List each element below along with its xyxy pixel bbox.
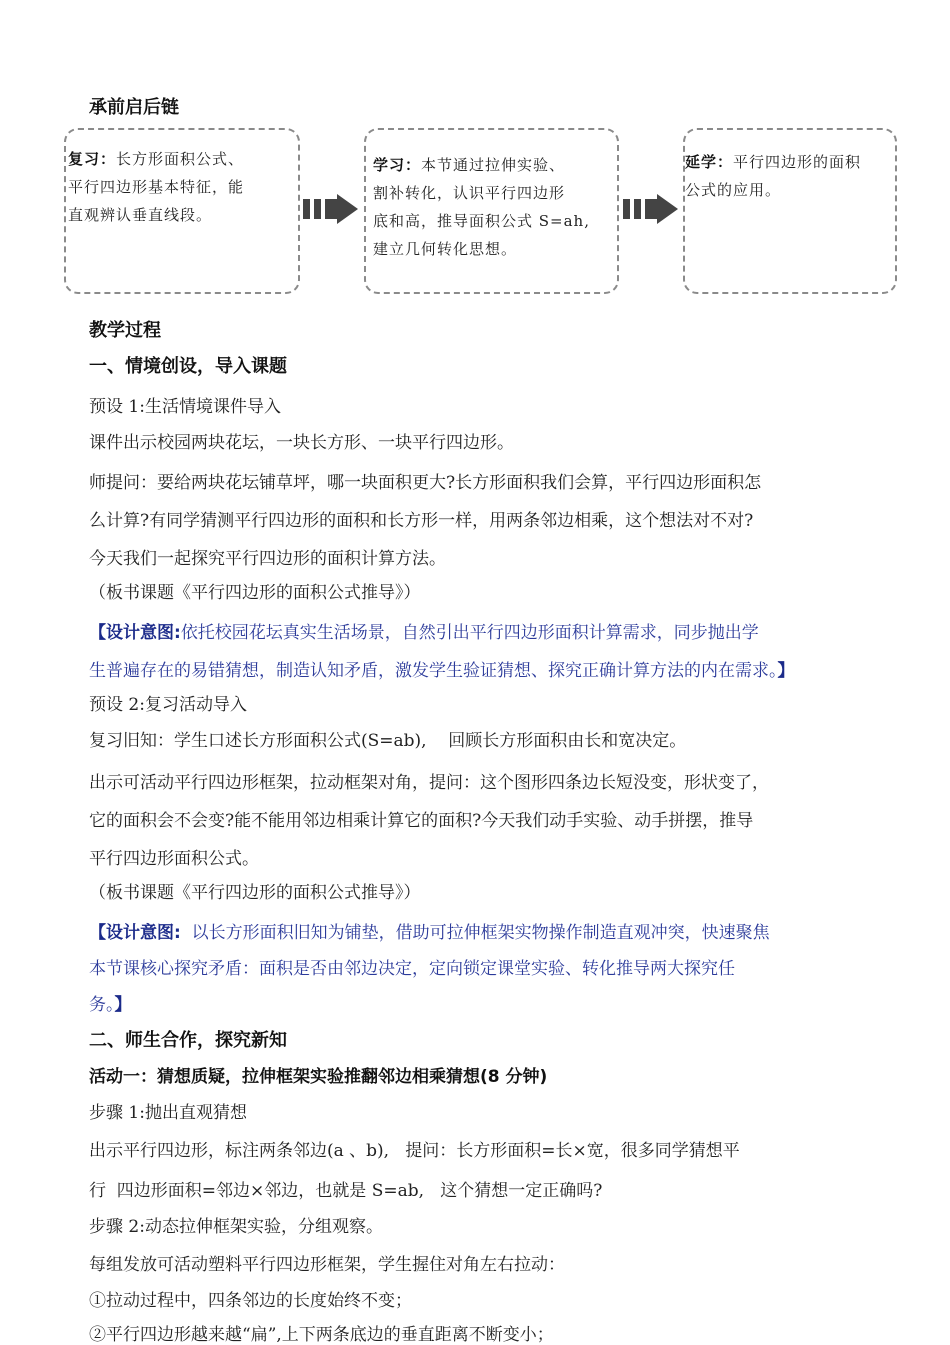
- paragraph-line: 么计算?有同学猜测平行四边形的面积和长方形一样，用两条邻边相乘，这个想法对不对?: [89, 511, 754, 531]
- paragraph-line: 出示平行四边形，标注两条邻边(a 、b), 提问：长方形面积=长×宽，很多同学猜想平: [89, 1141, 740, 1161]
- design-intent-2-line3: 务。】: [89, 995, 132, 1015]
- review-text: 复习：长方形面积公式、 平行四边形基本特征，能 直观辨认垂直线段。: [68, 150, 245, 224]
- list-item: ①拉动过程中，四条邻边的长度始终不变；: [89, 1291, 412, 1311]
- step-title: 步骤 1:抛出直观猜想: [89, 1103, 247, 1123]
- paragraph-line: 课件出示校园两块花坛，一块长方形、一块平行四边形。: [89, 433, 514, 453]
- arrow-right-icon: [303, 194, 359, 224]
- list-item: ②平行四边形越来越“扁”,上下两条底边的垂直距离不断变小；: [89, 1325, 554, 1345]
- paragraph-line: 每组发放可活动塑料平行四边形框架，学生握住对角左右拉动：: [89, 1255, 565, 1275]
- paragraph-line: 师提问：要给两块花坛铺草坪，哪一块面积更大?长方形面积我们会算，平行四边形面积怎: [89, 473, 762, 493]
- section2-title: 二、师生合作，探究新知: [89, 1030, 287, 1051]
- extend-text: 延学：平行四边形的面积 公式的应用。: [685, 153, 862, 199]
- design-intent-1: 【设计意图:依托校园花坛真实生活场景，自然引出平行四边形面积计算需求，同步抛出学: [89, 623, 759, 643]
- blackboard-title-note: （板书课题《平行四边形的面积公式推导》）: [89, 583, 421, 603]
- step-title: 步骤 2:动态拉伸框架实验，分组观察。: [89, 1217, 383, 1237]
- design-intent-2: 【设计意图: 以长方形面积旧知为铺垫，借助可拉伸框架实物操作制造直观冲突，快速聚焦: [89, 923, 770, 943]
- extend-label: 延学：: [685, 153, 734, 171]
- paragraph-line: 今天我们一起探究平行四边形的面积计算方法。: [89, 549, 446, 569]
- paragraph-line: 出示可活动平行四边形框架，拉动框架对角，提问：这个图形四条边长短没变，形状变了，: [89, 773, 769, 793]
- study-label: 学习：: [373, 156, 422, 174]
- section1-title: 一、情境创设，导入课题: [89, 356, 287, 377]
- preset1-title: 预设 1:生活情境课件导入: [89, 397, 281, 417]
- paragraph-line: 平行四边形面积公式。: [89, 849, 259, 869]
- arrow-right-icon: [623, 194, 679, 224]
- paragraph-line: 行 四边形面积=邻边×邻边，也就是 S=ab, 这个猜想一定正确吗?: [89, 1181, 603, 1201]
- blackboard-title-note: （板书课题《平行四边形的面积公式推导》）: [89, 883, 421, 903]
- paragraph-line: 复习旧知：学生口述长方形面积公式(S=ab), 回顾长方形面积由长和宽决定。: [89, 731, 687, 751]
- chain-title: 承前启后链: [89, 97, 179, 118]
- design-intent-1-line2: 生普遍存在的易错猜想，制造认知矛盾，激发学生验证猜想、探究正确计算方法的内在需求。】: [89, 661, 795, 681]
- design-intent-2-line2: 本节课核心探究矛盾：面积是否由邻边决定，定向锁定课堂实验、转化推导两大探究任: [89, 959, 735, 979]
- process-title: 教学过程: [89, 320, 161, 341]
- study-text: 学习：本节通过拉伸实验、 割补转化，认识平行四边形 底和高，推导面积公式 S=ah, 建立几何转化思想。: [373, 156, 590, 258]
- paragraph-line: 它的面积会不会变?能不能用邻边相乘计算它的面积?今天我们动手实验、动手拼摆，推导: [89, 811, 754, 831]
- preset2-title: 预设 2:复习活动导入: [89, 695, 247, 715]
- review-label: 复习：: [68, 150, 117, 168]
- activity1-title: 活动一：猜想质疑，拉伸框架实验推翻邻边相乘猜想(8 分钟): [89, 1067, 548, 1087]
